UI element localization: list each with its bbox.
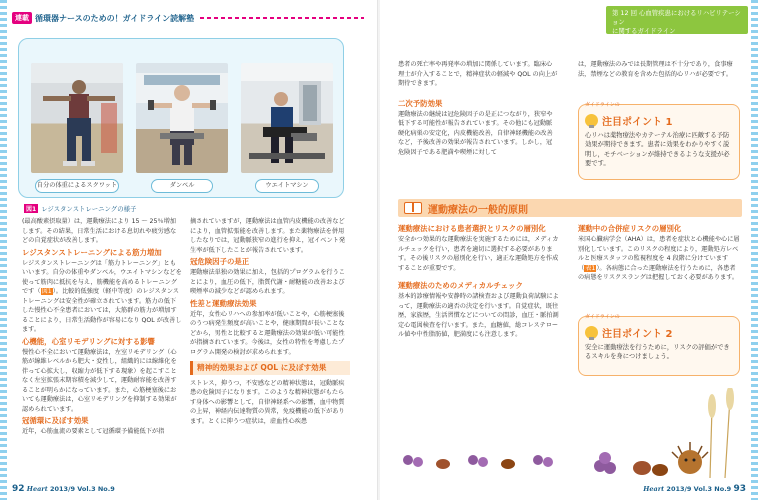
paragraph: 近年，心筋血流の要素として冠循環予備能低下が指 bbox=[22, 428, 165, 435]
figure-caption bbox=[24, 204, 136, 213]
left-column-1 bbox=[22, 217, 182, 479]
point-title: 注目ポイント 1 bbox=[585, 113, 733, 128]
magazine-brand: Heart bbox=[26, 485, 48, 493]
guideline-point-2 bbox=[578, 316, 740, 376]
grape-border-illustration bbox=[398, 440, 568, 480]
paragraph: 患者の死亡率や再発率の増加に関係しています。臨床心理士が介入することで，精神症状の軽減や QOL の向上が期待できます。 bbox=[398, 61, 558, 87]
header-dotted-line bbox=[200, 17, 364, 19]
paragraph: 摘されていますが，運動療法は血管内皮機能の改善などにより，血管拡張能を改善します。また薬物療法を併用したなりでは，冠動脈狭窄の進行を抑え，冠イベント発生率が低下したことが報告されています。 bbox=[190, 218, 346, 254]
issue-info: 2013/9 Vol.3 No.9 bbox=[666, 485, 732, 493]
subheading-resistance: レジスタンストレーニングによる筋力増加 bbox=[22, 247, 162, 257]
chapter-badge-line1: 第 12 回 心血管疾患におけるリハビリテーション bbox=[612, 9, 741, 26]
paragraph: 米国心臓病学会（AHA）は，患者を症状と心機能や心に層別化しています。このリスクの程度により，運動処方レベルと医療スタッフの監視程度を 4 段階に分けています（表1）。各病態に合った運動療法を行うために，各患者の病態をリスクスラングは把握しておく必要があります。 bbox=[578, 236, 740, 281]
photo-label-squat: 自分の体重によるスクワット bbox=[35, 179, 119, 193]
book-icon bbox=[404, 202, 422, 214]
subheading-risk-factors: 冠危険因子の是正 bbox=[190, 257, 250, 266]
left-footer bbox=[12, 484, 115, 494]
photo-panel bbox=[18, 38, 344, 198]
paragraph: は，運動療法のみでは長期管理は不十分であり，食事療法，禁煙などの教育を含めた包括的心リハが必要です。 bbox=[578, 61, 733, 78]
section-title: 運動療法の一般的原則 bbox=[428, 204, 528, 216]
left-page bbox=[0, 0, 378, 500]
subheading-patient-selection: 運動療法における患者選択とリスクの層別化 bbox=[398, 224, 546, 233]
paragraph: ストレス，抑うつ，不安感などの精神状態は，冠動脈疾患の危険因子になります。このような精神状態がもたらす身体への影響として，自律神経系への影響，血中物質の上昇，神経内伝達物質の異常，免疫機能の低下があります。とくに抑うつ症状は，虚血性心疾患 bbox=[190, 379, 345, 425]
right-column-1 bbox=[398, 60, 558, 196]
point-tag: ガイドラインの bbox=[585, 102, 620, 108]
subheading-gender: 性差と運動療法効果 bbox=[190, 298, 257, 308]
subheading-medical-check: 運動療法のためのメディカルチェック bbox=[398, 281, 523, 290]
point-text: 心リハは薬物療法やカテーテル治療に匹敵する予防効果が期待できます。患者に効果をわかりやすく説明し，モチベーションが維持できるような支援が必要です。 bbox=[585, 132, 730, 167]
section-bar bbox=[398, 199, 742, 217]
chapter-badge-line2: に関するガイドライン bbox=[612, 27, 676, 35]
left-edge-stripe bbox=[0, 0, 7, 500]
paragraph: 基本的診療情報や安静時の諸検査および運動負荷試験によって，運動療法の適否の決定を行います。自覚症状，既往歴，家族歴，生活習慣などについての問診，血圧・脈拍測定心電図検査を行います。また，血糖値，総コレステロール値や中性脂肪値，肥満度にも注意します。 bbox=[398, 293, 559, 338]
series-header bbox=[12, 10, 364, 26]
page-number: 92 bbox=[12, 484, 25, 494]
guideline-point-1 bbox=[578, 104, 740, 180]
point-title: 注目ポイント 2 bbox=[585, 325, 733, 340]
squat-photo bbox=[31, 63, 123, 173]
paragraph: レジスタンストレーニングは「筋力トレーニング」ともいいます。自分の体重やダンベル，ウエイトマシンなどを使って筋肉に抵抗を与え，筋機能を高めるトレーニングです（図1）。比較的低強度（軽中等度）のレジスタンストレーニングは安全性が確立されています。筋力の低下した慢性心不全患者においては，大筋群の筋力が増加することにより，日常生活動作が容易になり QOL が改善します。 bbox=[22, 259, 182, 333]
left-column-2 bbox=[190, 217, 350, 479]
paragraph: (最高酸素摂取量）は，運動療法により 15 ～ 25％増加します。その結果，日常生活における息切れや疲労感などの自覚症状が改善します。 bbox=[22, 218, 177, 244]
lightbulb-icon bbox=[585, 326, 598, 339]
lightbulb-icon bbox=[585, 114, 598, 127]
right-edge-stripe bbox=[751, 0, 758, 500]
right-page bbox=[380, 0, 758, 500]
paragraph: 運動療法単独の効果に加え，包括的プログラムを行うことにより，血圧の低下，脂質代謝・耐糖能の改善および喫煙率の減少などが認められます。 bbox=[190, 269, 345, 295]
series-tag: 連載 bbox=[12, 12, 32, 24]
issue-info: 2013/9 Vol.3 No.9 bbox=[49, 485, 115, 493]
page-number: 93 bbox=[733, 484, 746, 494]
subheading-complication-risk: 運動中の合併症リスクの層別化 bbox=[578, 224, 682, 233]
subheading-secondary-prevention: 二次予防効果 bbox=[398, 98, 443, 108]
right-footer bbox=[643, 484, 746, 494]
right-column-3 bbox=[398, 222, 560, 472]
dumbbell-photo bbox=[136, 63, 228, 173]
paragraph: 近年，女性心リハへの参加率が低いことや，心筋梗塞後のうつ病発生頻度が高いことや，健康期間が長いことなどから，男性と比較すると運動療法の効果が低い可能性が指摘されています。今後は，女性の特性を考慮したプログラム開発の検討が求められます。 bbox=[190, 310, 345, 356]
photo-label-dumbbell: ダンベル bbox=[151, 179, 213, 193]
autumn-illustration bbox=[580, 388, 748, 480]
weight-machine-photo bbox=[241, 63, 333, 173]
figure-number: 図1 bbox=[26, 206, 37, 213]
paragraph: 運動療法の継続は冠危険因子の是正につながり，狭窄や低下する可能性が報告されています。その他にも冠動脈硬化病巣の安定化，内皮機能改善，自律神経機能の改善など，予後改善の効果が報告されています。しかし，冠危険因子である肥満や喫煙に対して bbox=[398, 110, 553, 156]
paragraph: 慢性心不全において運動療法は，左室リモデリング（心筋が線維レベルから肥大・変性し，組織的には線維化を伴って心拡大し，収縮力が低下する現象）を起こすことなく左室拡張末期容積を減少して，運動耐容能を改善することが明らかになっています。また，心筋梗塞後においても運動療法は，心室リモデリングを抑制する効果が認められています。 bbox=[22, 348, 177, 413]
photo-label-weight-machine: ウエイトマシン bbox=[255, 179, 319, 193]
figure-caption-text: レジスタンストレーニングの様子 bbox=[41, 205, 137, 213]
subheading-mental-qol: 精神的効果および QOL に及ぼす効果 bbox=[190, 361, 350, 375]
table-ref: 表1 bbox=[585, 264, 596, 272]
subheading-coronary: 冠循環に及ぼす効果 bbox=[22, 416, 89, 425]
subheading-cardiac-function: 心機能，心室リモデリングに対する影響 bbox=[22, 336, 155, 346]
figure-ref: 図1 bbox=[41, 288, 52, 295]
chapter-badge bbox=[606, 6, 748, 34]
right-column-4 bbox=[578, 222, 740, 322]
right-column-2 bbox=[578, 60, 740, 100]
paragraph: 安全かつ効果的な運動療法を実施するためには，メディカルチェックを行い，患者を適切に選択する必要があります。その後リスクの層別化を行い，適正な運動処方を作成することが重要です。 bbox=[398, 236, 559, 272]
point-tag: ガイドラインの bbox=[585, 314, 620, 320]
point-text: 安全に運動療法を行うために，リスクの評価ができるスキルを身につけましょう。 bbox=[585, 344, 730, 361]
magazine-brand: Heart bbox=[643, 485, 665, 493]
series-title: 循環器ナースのための！ガイドライン読解塾 bbox=[35, 13, 195, 23]
